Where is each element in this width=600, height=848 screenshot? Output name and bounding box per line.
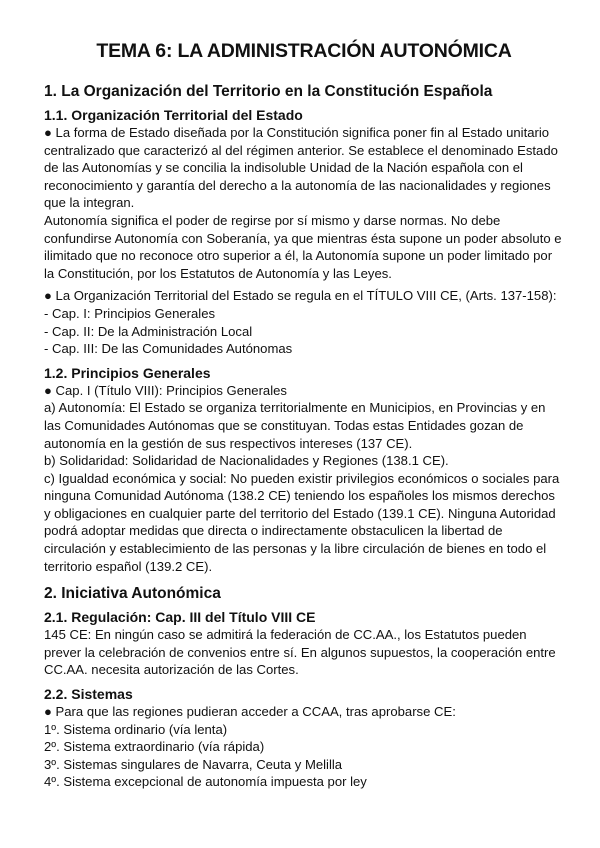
section-2-heading: 2. Iniciativa Autonómica bbox=[44, 585, 221, 603]
list-item: - Cap. III: De las Comunidades Autónomas bbox=[44, 341, 293, 357]
subsection-1-1-heading: 1.1. Organización Territorial del Estado bbox=[44, 107, 303, 123]
subsection-2-2-heading: 2.2. Sistemas bbox=[44, 686, 133, 703]
list-item: 1º. Sistema ordinario (vía lenta) bbox=[44, 721, 228, 737]
paragraph: c) Igualdad económica y social: No pueden existir privilegios económicos o sociales para ninguna Comunidad Autónoma (138.2 CE) teniendo los españoles los mismos derechos y obligaciones en cualquier parte del territorio del Estado (139.1 CE). Ninguna Autoridad podrá adoptar medidas que directa o indirectamente obstaculicen la libertad de circulación y establecimiento de las personas y la libre circulación de bienes en todo el territorio español (139.2 CE). bbox=[44, 470, 560, 574]
paragraph: ● La forma de Estado diseñada por la Constitución significa poner fin al Estado unitario centralizado que caracterizó al del régimen anterior. Se establece el denominado Estado de las Autonomías y se concilia la indisoluble Unidad de la Nación española con el reconocimiento y garantía del derecho a la autonomía de las nacionalidades y regiones que la integran. bbox=[44, 125, 558, 211]
paragraph: ● La Organización Territorial del Estado se regula en el TÍTULO VIII CE, (Arts. 137-158): bbox=[44, 288, 557, 304]
subsection-1-2-heading: 1.2. Principios Generales bbox=[44, 364, 211, 381]
paragraph: ● Cap. I (Título VIII): Principios Generales bbox=[44, 382, 287, 398]
section-1-heading: 1. La Organización del Territorio en la Constitución Española bbox=[44, 83, 493, 100]
list-item: 3º. Sistemas singulares de Navarra, Ceuta y Melilla bbox=[44, 756, 343, 772]
paragraph: a) Autonomía: El Estado se organiza territorialmente en Municipios, en Provincias y en las Comunidades Autónomas que se constituyan. Todas estas Entidades gozan de autonomía en la gestión de sus respectivos intereses (137 CE). bbox=[44, 400, 546, 451]
list-item: 2º. Sistema extraordinario (vía rápida) bbox=[44, 739, 265, 755]
document-title: TEMA 6: LA ADMINISTRACIÓN AUTONÓMICA bbox=[96, 40, 512, 62]
subsection-2-1-heading: 2.1. Regulación: Cap. III del Título VIII CE bbox=[44, 609, 316, 626]
list-item: - Cap. I: Principios Generales bbox=[44, 305, 216, 321]
list-item: 4º. Sistema excepcional de autonomía impuesta por ley bbox=[44, 774, 367, 790]
paragraph: Autonomía significa el poder de regirse por sí mismo y darse normas. No debe confundirse Autonomía con Soberanía, ya que mientras ésta supone un poder absoluto e ilimitado que no reconoce otro superior a él, la Autonomía supone un poder limitado por la Constitución, por los Estatutos de Autonomía y las Leyes. bbox=[44, 212, 562, 281]
paragraph: b) Solidaridad: Solidaridad de Nacionalidades y Regiones (138.1 CE). bbox=[44, 453, 449, 469]
paragraph: 145 CE: En ningún caso se admitirá la federación de CC.AA., los Estatutos pueden prever la celebración de convenios entre sí. En algunos supuestos, la cooperación entre CC.AA. necesita autorización de las Cortes. bbox=[44, 627, 556, 678]
list-item: ● Para que las regiones pudieran acceder a CCAA, tras aprobarse CE: bbox=[44, 704, 456, 720]
list-item: - Cap. II: De la Administración Local bbox=[44, 323, 253, 339]
